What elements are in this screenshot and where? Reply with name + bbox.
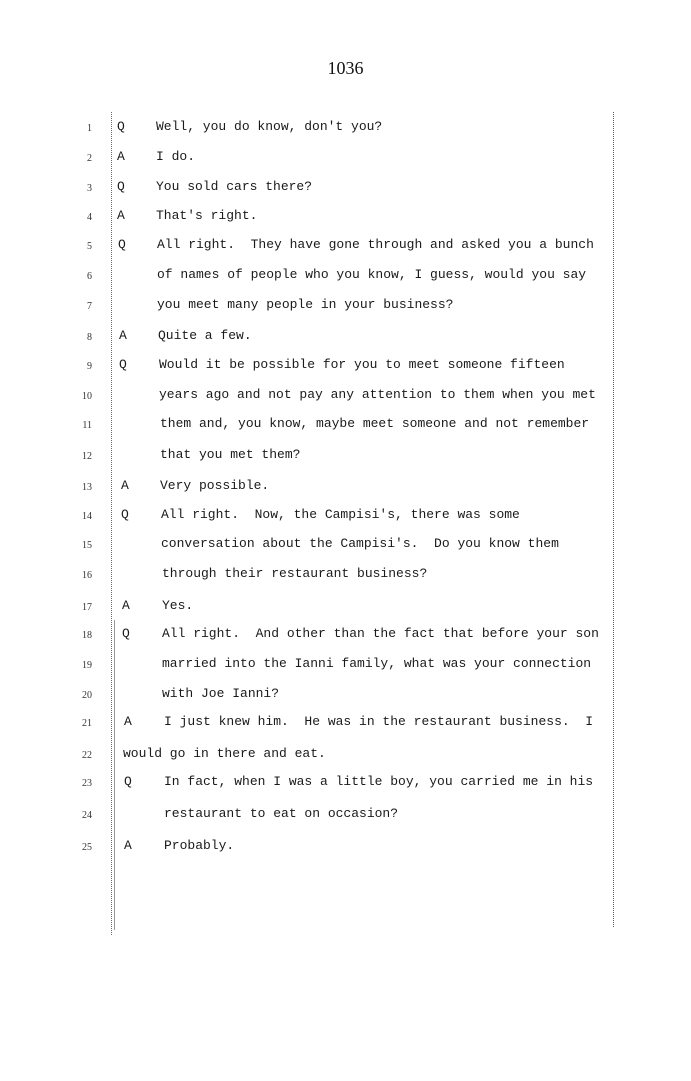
speaker-label: A bbox=[119, 328, 127, 343]
transcript-line bbox=[0, 414, 691, 434]
transcript-line bbox=[0, 684, 691, 704]
speaker-label: A bbox=[117, 149, 125, 164]
transcript-line bbox=[0, 147, 691, 167]
testimony-text: Probably. bbox=[164, 838, 235, 853]
line-number: 4 bbox=[87, 212, 92, 223]
testimony-text: conversation about the Campisi's. Do you know them bbox=[161, 536, 559, 551]
testimony-text: married into the Ianni family, what was your connection bbox=[162, 656, 592, 671]
testimony-text: I just knew him. He was in the restaurant business. I bbox=[164, 714, 594, 729]
page-number: 1036 bbox=[327, 58, 364, 78]
testimony-text: with Joe Ianni? bbox=[162, 686, 280, 701]
speaker-label: A bbox=[124, 714, 132, 729]
speaker-label: Q bbox=[117, 119, 125, 134]
testimony-text: That's right. bbox=[156, 208, 258, 223]
line-number: 19 bbox=[82, 660, 92, 671]
testimony-text: them and, you know, maybe meet someone and not remember bbox=[160, 416, 590, 431]
testimony-text: All right. Now, the Campisi's, there was some bbox=[161, 507, 520, 522]
testimony-text: restaurant to eat on occasion? bbox=[164, 806, 399, 821]
line-number: 22 bbox=[82, 750, 92, 761]
speaker-label: Q bbox=[117, 179, 125, 194]
line-number: 7 bbox=[87, 301, 92, 312]
line-number: 5 bbox=[87, 241, 92, 252]
transcript-line bbox=[0, 772, 691, 792]
speaker-label: Q bbox=[118, 237, 126, 252]
transcript-line bbox=[0, 326, 691, 346]
testimony-text: In fact, when I was a little boy, you carried me in his bbox=[164, 774, 594, 789]
transcript-line bbox=[0, 117, 691, 137]
speaker-label: Q bbox=[122, 626, 130, 641]
speaker-label: Q bbox=[119, 357, 127, 372]
line-number: 18 bbox=[82, 630, 92, 641]
speaker-label: A bbox=[124, 838, 132, 853]
line-number: 20 bbox=[82, 690, 92, 701]
line-number: 3 bbox=[87, 183, 92, 194]
transcript-line bbox=[0, 804, 691, 824]
line-number: 15 bbox=[82, 540, 92, 551]
testimony-text: you meet many people in your business? bbox=[157, 297, 454, 312]
line-number: 14 bbox=[82, 511, 92, 522]
testimony-text: You sold cars there? bbox=[156, 179, 313, 194]
transcript-line bbox=[0, 445, 691, 465]
line-number: 2 bbox=[87, 153, 92, 164]
line-number: 13 bbox=[82, 482, 92, 493]
speaker-label: A bbox=[117, 208, 125, 223]
line-number: 8 bbox=[87, 332, 92, 343]
testimony-text: Very possible. bbox=[160, 478, 270, 493]
transcript-line bbox=[0, 564, 691, 584]
line-number: 9 bbox=[87, 361, 92, 372]
line-number: 1 bbox=[87, 123, 92, 134]
speaker-label: A bbox=[121, 478, 129, 493]
line-number: 17 bbox=[82, 602, 92, 613]
line-number: 16 bbox=[82, 570, 92, 581]
transcript-line bbox=[0, 295, 691, 315]
transcript-line bbox=[0, 206, 691, 226]
testimony-text: All right. And other than the fact that before your son bbox=[162, 626, 599, 641]
transcript-line bbox=[0, 712, 691, 732]
transcript-line bbox=[0, 476, 691, 496]
line-number: 24 bbox=[82, 810, 92, 821]
transcript-line bbox=[0, 505, 691, 525]
line-number: 21 bbox=[82, 718, 92, 729]
transcript-line bbox=[0, 624, 691, 644]
transcript-line bbox=[0, 744, 691, 764]
testimony-text: Would it be possible for you to meet someone fifteen bbox=[159, 357, 565, 372]
transcript-line bbox=[0, 385, 691, 405]
testimony-text: Yes. bbox=[162, 598, 194, 613]
line-number: 25 bbox=[82, 842, 92, 853]
line-number: 10 bbox=[82, 391, 92, 402]
speaker-label: A bbox=[122, 598, 130, 613]
line-number: 12 bbox=[82, 451, 92, 462]
testimony-text: Well, you do know, don't you? bbox=[156, 119, 383, 134]
transcript-line bbox=[0, 596, 691, 616]
transcript-line bbox=[0, 177, 691, 197]
transcript-line bbox=[0, 235, 691, 255]
transcript-line bbox=[0, 355, 691, 375]
transcript-line bbox=[0, 265, 691, 285]
transcript-line bbox=[0, 836, 691, 856]
line-number: 11 bbox=[82, 420, 92, 431]
transcript-line bbox=[0, 654, 691, 674]
speaker-label: Q bbox=[121, 507, 129, 522]
line-number: 23 bbox=[82, 778, 92, 789]
testimony-text: Quite a few. bbox=[158, 328, 252, 343]
line-number: 6 bbox=[87, 271, 92, 282]
testimony-text: of names of people who you know, I guess, would you say bbox=[157, 267, 587, 282]
testimony-text: through their restaurant business? bbox=[162, 566, 428, 581]
testimony-text: I do. bbox=[156, 149, 196, 164]
testimony-text: years ago and not pay any attention to them when you met bbox=[159, 387, 596, 402]
testimony-text: that you met them? bbox=[160, 447, 301, 462]
testimony-text: would go in there and eat. bbox=[123, 746, 326, 761]
transcript-line bbox=[0, 534, 691, 554]
testimony-text: All right. They have gone through and asked you a bunch bbox=[157, 237, 594, 252]
speaker-label: Q bbox=[124, 774, 132, 789]
